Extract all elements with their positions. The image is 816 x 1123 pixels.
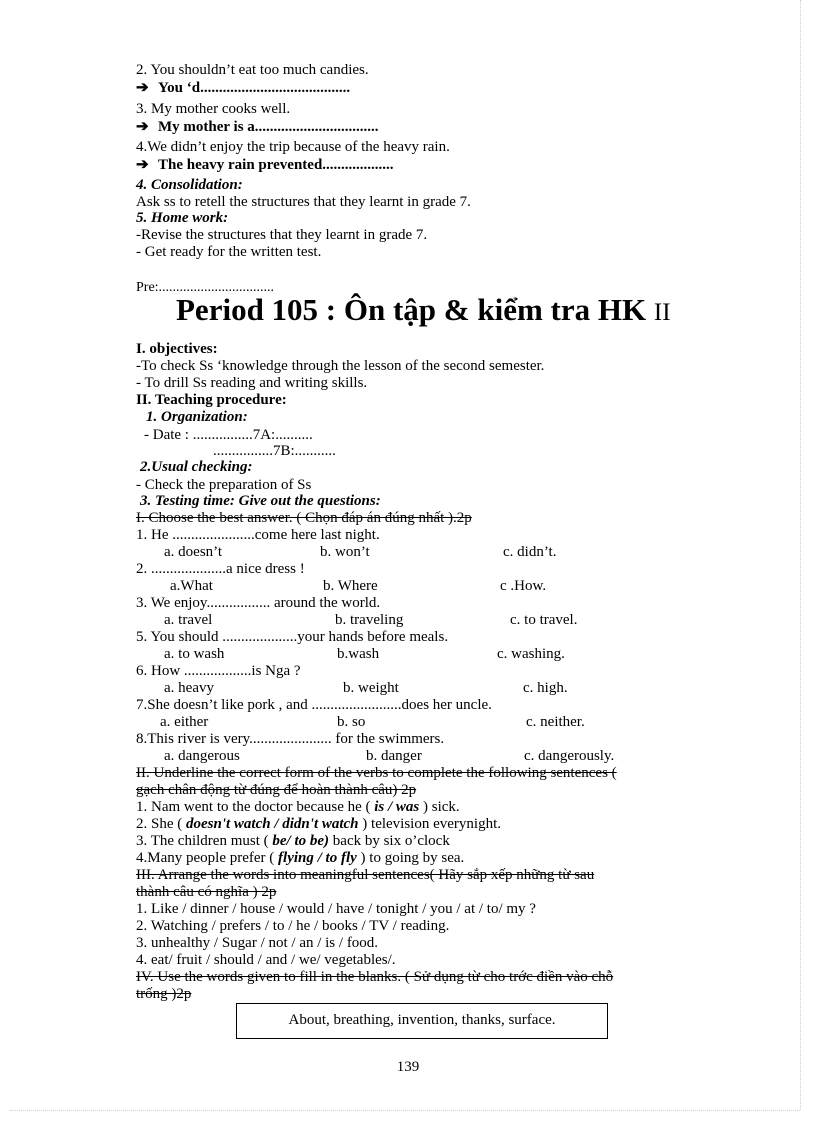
question-text: 4.Many people prefer ( <box>136 850 279 866</box>
question: 3. unhealthy / Sugar / not / an / is / food. <box>136 935 379 951</box>
question <box>136 850 464 867</box>
answer-line <box>136 119 379 136</box>
question-text: ) sick. <box>419 799 460 815</box>
arrow-icon: ➔ <box>136 157 149 173</box>
question: 1. Like / dinner / house / would / have / tonight / you / at / to/ my ? <box>136 901 536 917</box>
page-border-right <box>800 0 801 1110</box>
question: 8.This river is very...................... for the swimmers. <box>136 731 445 747</box>
question-text: ) television everynight. <box>358 816 501 832</box>
text-line: -To check Ss ‘knowledge through the lesson of the second semester. <box>136 358 545 374</box>
verb-choice: be/ to be) <box>272 833 330 849</box>
section-heading: I. objectives: <box>136 341 218 357</box>
answer-line <box>136 80 350 97</box>
option: c. to travel. <box>510 612 578 628</box>
sub-heading: 1. Organization: <box>146 409 248 425</box>
answer-text: The heavy rain prevented................... <box>158 157 394 173</box>
question: 5. You should ....................your hands before meals. <box>136 629 449 645</box>
text-line: ................7B:........... <box>213 443 336 459</box>
question <box>136 799 460 816</box>
exercise-heading: IV. Use the words given to fill in the blanks. ( Sử dụng từ cho trớc điền vào chỗ <box>136 969 614 985</box>
option: b. so <box>337 714 366 730</box>
text-line: -Revise the structures that they learnt in grade 7. <box>136 227 428 243</box>
question: 2. Watching / prefers / to / he / books / TV / reading. <box>136 918 450 934</box>
sub-heading: 3. Testing time: Give out the questions: <box>140 493 381 509</box>
question-text: ) to going by sea. <box>356 850 465 866</box>
page-number: 139 <box>396 1059 420 1075</box>
section-heading: II. Teaching procedure: <box>136 392 287 408</box>
question-text: 1. Nam went to the doctor because he ( <box>136 799 375 815</box>
text-line: - To drill Ss reading and writing skills. <box>136 375 368 391</box>
text-line: - Date : ................7A:.......... <box>144 427 313 443</box>
option: c. didn’t. <box>503 544 557 560</box>
arrow-icon: ➔ <box>136 80 149 96</box>
option: a. heavy <box>164 680 214 696</box>
option: a.What <box>170 578 213 594</box>
question-text: 2. She ( <box>136 816 186 832</box>
option: b. won’t <box>320 544 370 560</box>
question: 2. ....................a nice dress ! <box>136 561 305 577</box>
title-roman: II <box>653 299 671 326</box>
option: a. either <box>160 714 209 730</box>
question-text: back by six o’clock <box>329 833 450 849</box>
option: c. neither. <box>526 714 585 730</box>
text-line: 4.We didn’t enjoy the trip because of the heavy rain. <box>136 139 450 155</box>
option: b. danger <box>366 748 422 764</box>
option: c. washing. <box>497 646 565 662</box>
page-border-bottom <box>10 1110 800 1111</box>
text-line: Ask ss to retell the structures that they learnt in grade 7. <box>136 194 471 210</box>
arrow-icon: ➔ <box>136 119 149 135</box>
verb-choice: doesn't watch / didn't watch <box>186 816 359 832</box>
question <box>136 816 501 833</box>
question: 1. He ......................come here last night. <box>136 527 380 543</box>
exercise-heading: III. Arrange the words into meaningful sentences( Hãy sắp xếp những từ sau <box>136 867 595 883</box>
pre-line: Pre:................................. <box>136 280 275 295</box>
question: 6. How ..................is Nga ? <box>136 663 301 679</box>
section-heading: 4. Consolidation: <box>136 177 243 193</box>
option: a. dangerous <box>164 748 240 764</box>
word-box-text: About, breathing, invention, thanks, surface. <box>288 1012 556 1028</box>
exercise-heading: II. Underline the correct form of the verbs to complete the following sentences ( <box>136 765 617 781</box>
answer-line <box>136 157 394 174</box>
page-title <box>176 292 671 328</box>
exercise-heading: trống )2p <box>136 986 192 1002</box>
answer-text: My mother is a................................. <box>158 119 379 135</box>
option: b. weight <box>343 680 399 696</box>
question: 7.She doesn’t like pork , and ........................does her uncle. <box>136 697 492 713</box>
word-box <box>236 1003 608 1039</box>
option: c .How. <box>500 578 547 594</box>
exercise-heading: gạch chân động từ đúng để hoàn thành câu) 2p <box>136 782 417 798</box>
option: a. travel <box>164 612 213 628</box>
question-text: 3. The children must ( <box>136 833 273 849</box>
answer-text: You ‘d........................................ <box>158 80 351 96</box>
text-line: 3. My mother cooks well. <box>136 101 291 117</box>
exercise-heading: thành câu có nghĩa ) 2p <box>136 884 277 900</box>
question: 4. eat/ fruit / should / and / we/ vegetables/. <box>136 952 396 968</box>
question: 3. We enjoy................. around the world. <box>136 595 381 611</box>
verb-choice: is / was <box>374 799 420 815</box>
text-line: - Get ready for the written test. <box>136 244 322 260</box>
option: a. doesn’t <box>164 544 223 560</box>
title-main: Period 105 : Ôn tập & kiểm tra HK <box>176 292 654 327</box>
sub-heading: 2.Usual checking: <box>140 459 253 475</box>
option: b. traveling <box>335 612 404 628</box>
option: b.wash <box>337 646 380 662</box>
option: c. high. <box>523 680 568 696</box>
option: b. Where <box>323 578 378 594</box>
text-line: 2. You shouldn’t eat too much candies. <box>136 62 369 78</box>
exercise-heading: I. Choose the best answer. ( Chọn đáp án đúng nhất ).2p <box>136 510 472 526</box>
section-heading: 5. Home work: <box>136 210 229 226</box>
option: c. dangerously. <box>524 748 615 764</box>
text-line: - Check the preparation of Ss <box>136 477 312 493</box>
option: a. to wash <box>164 646 225 662</box>
verb-choice: flying / to fly <box>278 850 357 866</box>
question <box>136 833 450 850</box>
